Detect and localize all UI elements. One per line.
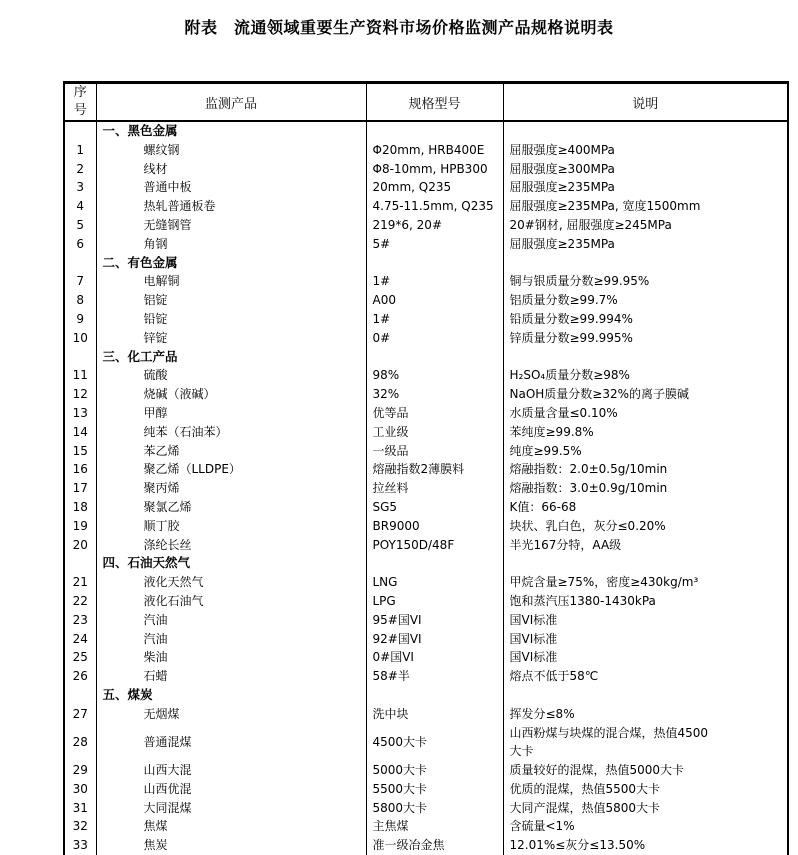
- spec-cell: 92#国VI: [366, 630, 503, 649]
- desc-cell: 锌质量分数≥99.995%: [503, 329, 788, 348]
- desc-cell: 优质的混煤，热值5500大卡: [503, 780, 788, 799]
- table-row: [64, 197, 788, 216]
- row-no-cell: 32: [72, 819, 88, 834]
- row-no-cell: 14: [72, 424, 88, 439]
- product-cell: 纯苯（石油苯）: [96, 423, 366, 442]
- product-cell: 液化石油气: [96, 592, 366, 611]
- desc-cell: 熔融指数：2.0±0.5g/10min: [503, 460, 788, 479]
- row-no-cell: 21: [72, 575, 88, 590]
- row-no-cell: 22: [72, 593, 88, 608]
- desc-cell: 甲烷含量≥75%，密度≥430kg/m³: [503, 573, 788, 592]
- spec-cell: 5500大卡: [366, 780, 503, 799]
- header-product: 监测产品: [96, 83, 366, 122]
- table-row: [64, 667, 788, 686]
- row-no-cell: 26: [72, 669, 88, 684]
- table-row: [64, 724, 788, 762]
- desc-cell: 屈服强度≥235MPa: [503, 235, 788, 254]
- row-no-cell: 29: [72, 763, 88, 778]
- desc-cell: 挥发分≤8%: [503, 705, 788, 724]
- table-row: [64, 366, 788, 385]
- spec-cell: 熔融指数2薄膜料: [366, 460, 503, 479]
- product-cell: 无缝钢管: [96, 216, 366, 235]
- row-no-cell: 3: [76, 180, 85, 195]
- table-row: [64, 442, 788, 461]
- row-no-cell: 17: [72, 481, 88, 496]
- row-no-cell: 16: [72, 462, 88, 477]
- spec-cell: 主焦煤: [366, 817, 503, 836]
- row-no-cell: [64, 554, 96, 573]
- table-row: [64, 573, 788, 592]
- row-no-cell: [64, 121, 96, 141]
- spec-cell: 0#国VI: [366, 648, 503, 667]
- product-cell: 热轧普通板卷: [96, 197, 366, 216]
- row-no-cell: 19: [72, 518, 88, 533]
- row-no-cell: 11: [72, 368, 88, 383]
- spec-cell: 准一级冶金焦: [366, 836, 503, 855]
- spec-cell: BR9000: [366, 517, 503, 536]
- row-no-cell: 27: [72, 706, 88, 721]
- spec-cell: SG5: [366, 498, 503, 517]
- table-row: [64, 160, 788, 179]
- desc-cell: 水质量含量≤0.10%: [503, 404, 788, 423]
- table-row: [64, 836, 788, 855]
- product-cell: 锌锭: [96, 329, 366, 348]
- table-row: [64, 216, 788, 235]
- table-row: [64, 592, 788, 611]
- product-cell: 焦炭: [96, 836, 366, 855]
- spec-cell: 95#国VI: [366, 611, 503, 630]
- table-row: [64, 498, 788, 517]
- header-spec: 规格型号: [366, 83, 503, 122]
- page-title: 附表 流通领域重要生产资料市场价格监测产品规格说明表: [184, 18, 614, 37]
- desc-cell: 国VI标准: [503, 648, 788, 667]
- header-no-label: 序号: [73, 85, 87, 118]
- table-row: [64, 310, 788, 329]
- section-label-cell: 五、煤炭: [96, 686, 366, 705]
- product-cell: 螺纹钢: [96, 141, 366, 160]
- desc-cell: [503, 554, 788, 573]
- row-no-cell: 15: [72, 443, 88, 458]
- section-row: [64, 686, 788, 705]
- table-row: [64, 235, 788, 254]
- product-cell: 无烟煤: [96, 705, 366, 724]
- desc-cell: 半光167分特，AA级: [503, 536, 788, 555]
- product-cell: 石蜡: [96, 667, 366, 686]
- section-row: [64, 254, 788, 273]
- table-row: [64, 291, 788, 310]
- product-cell: 柴油: [96, 648, 366, 667]
- row-no-cell: 12: [72, 387, 88, 402]
- desc-cell: 饱和蒸汽压1380-1430kPa: [503, 592, 788, 611]
- desc-cell: 块状、乳白色，灰分≤0.20%: [503, 517, 788, 536]
- product-cell: 聚乙烯（LLDPE）: [96, 460, 366, 479]
- spec-cell: 1#: [366, 272, 503, 291]
- row-no-cell: 31: [72, 800, 88, 815]
- product-cell: 烧碱（液碱）: [96, 385, 366, 404]
- spec-cell: Φ20mm, HRB400E: [366, 141, 503, 160]
- product-cell: 铅锭: [96, 310, 366, 329]
- product-cell: 线材: [96, 160, 366, 179]
- desc-cell: 屈服强度≥235MPa, 宽度1500mm: [503, 197, 788, 216]
- table-row: [64, 817, 788, 836]
- desc-cell: [503, 686, 788, 705]
- desc-cell: K值：66-68: [503, 498, 788, 517]
- product-cell: 聚氯乙烯: [96, 498, 366, 517]
- desc-cell: 山西粉煤与块煤的混合煤，热值4500 大卡: [503, 724, 788, 762]
- row-no-cell: 4: [76, 199, 85, 214]
- product-cell: 硫酸: [96, 366, 366, 385]
- product-cell: 甲醇: [96, 404, 366, 423]
- spec-cell: 一级品: [366, 442, 503, 461]
- row-no-cell: 23: [72, 612, 88, 627]
- table-row: [64, 329, 788, 348]
- spec-cell: Φ8-10mm, HPB300: [366, 160, 503, 179]
- row-no-cell: 30: [72, 781, 88, 796]
- table-row: [64, 404, 788, 423]
- row-no-cell: 33: [72, 838, 88, 853]
- row-no-cell: 5: [76, 217, 85, 232]
- row-no-cell: 28: [72, 734, 88, 749]
- desc-cell: 国VI标准: [503, 630, 788, 649]
- section-label-cell: 一、黑色金属: [96, 121, 366, 141]
- product-cell: 铝锭: [96, 291, 366, 310]
- section-label-cell: 二、有色金属: [96, 254, 366, 273]
- product-cell: 苯乙烯: [96, 442, 366, 461]
- spec-cell: 5800大卡: [366, 799, 503, 818]
- product-cell: 顺丁胶: [96, 517, 366, 536]
- desc-cell: 熔融指数：3.0±0.9g/10min: [503, 479, 788, 498]
- table-row: [64, 385, 788, 404]
- section-row: [64, 554, 788, 573]
- row-no-cell: 8: [76, 293, 85, 308]
- row-no-cell: 9: [76, 311, 85, 326]
- table-row: [64, 611, 788, 630]
- desc-cell: 铜与银质量分数≥99.95%: [503, 272, 788, 291]
- table-row: [64, 272, 788, 291]
- section-label-cell: 三、化工产品: [96, 348, 366, 367]
- spec-cell: 工业级: [366, 423, 503, 442]
- row-no-cell: 2: [76, 161, 85, 176]
- desc-cell: 质量较好的混煤，热值5000大卡: [503, 761, 788, 780]
- product-cell: 聚丙烯: [96, 479, 366, 498]
- desc-cell: [503, 121, 788, 141]
- desc-cell: 铅质量分数≥99.994%: [503, 310, 788, 329]
- product-cell: 大同混煤: [96, 799, 366, 818]
- product-cell: 山西优混: [96, 780, 366, 799]
- table-row: [64, 780, 788, 799]
- spec-cell: 20mm, Q235: [366, 178, 503, 197]
- spec-cell: 0#: [366, 329, 503, 348]
- spec-cell: 1#: [366, 310, 503, 329]
- row-no-cell: 6: [76, 236, 85, 251]
- desc-cell: H₂SO₄质量分数≥98%: [503, 366, 788, 385]
- table-row: [64, 799, 788, 818]
- row-no-cell: [64, 348, 96, 367]
- row-no-cell: 25: [72, 650, 88, 665]
- table-row: [64, 648, 788, 667]
- product-cell: 汽油: [96, 611, 366, 630]
- desc-cell: 熔点不低于58℃: [503, 667, 788, 686]
- header-no: [64, 83, 96, 122]
- desc-cell: 大同产混煤，热值5800大卡: [503, 799, 788, 818]
- desc-cell: 屈服强度≥235MPa: [503, 178, 788, 197]
- table-row: [64, 460, 788, 479]
- desc-cell: 20#钢材, 屈服强度≥245MPa: [503, 216, 788, 235]
- spec-cell: 58#半: [366, 667, 503, 686]
- desc-cell: 含硫量<1%: [503, 817, 788, 836]
- product-cell: 山西大混: [96, 761, 366, 780]
- table-row: [64, 705, 788, 724]
- spec-cell: [366, 348, 503, 367]
- product-cell: 角钢: [96, 235, 366, 254]
- header-desc: 说明: [503, 83, 788, 122]
- header-row: [64, 83, 788, 122]
- spec-cell: 拉丝料: [366, 479, 503, 498]
- spec-cell: [366, 554, 503, 573]
- section-row: [64, 121, 788, 141]
- spec-cell: 洗中块: [366, 705, 503, 724]
- desc-cell: 国VI标准: [503, 611, 788, 630]
- desc-cell: [503, 254, 788, 273]
- table-row: [64, 761, 788, 780]
- product-cell: 焦煤: [96, 817, 366, 836]
- table-row: [64, 178, 788, 197]
- product-cell: 普通中板: [96, 178, 366, 197]
- table-body: [64, 121, 788, 855]
- desc-cell: 屈服强度≥300MPa: [503, 160, 788, 179]
- section-row: [64, 348, 788, 367]
- spec-cell: 98%: [366, 366, 503, 385]
- desc-cell: 苯纯度≥99.8%: [503, 423, 788, 442]
- product-cell: 汽油: [96, 630, 366, 649]
- spec-cell: 219*6, 20#: [366, 216, 503, 235]
- section-label-cell: 四、石油天然气: [96, 554, 366, 573]
- product-cell: 液化天然气: [96, 573, 366, 592]
- table-row: [64, 630, 788, 649]
- spec-cell: [366, 121, 503, 141]
- spec-cell: 优等品: [366, 404, 503, 423]
- row-no-cell: 18: [72, 499, 88, 514]
- row-no-cell: [64, 254, 96, 273]
- row-no-cell: 13: [72, 405, 88, 420]
- spec-table: [63, 81, 789, 855]
- spec-cell: POY150D/48F: [366, 536, 503, 555]
- row-no-cell: 20: [72, 537, 88, 552]
- row-no-cell: [64, 686, 96, 705]
- row-no-cell: 10: [72, 330, 88, 345]
- table-row: [64, 423, 788, 442]
- spec-cell: LPG: [366, 592, 503, 611]
- row-no-cell: 1: [76, 142, 85, 157]
- desc-cell: 12.01%≤灰分≤13.50%: [503, 836, 788, 855]
- desc-cell: 屈服强度≥400MPa: [503, 141, 788, 160]
- desc-cell: NaOH质量分数≥32%的离子膜碱: [503, 385, 788, 404]
- table-row: [64, 141, 788, 160]
- row-no-cell: 24: [72, 631, 88, 646]
- spec-cell: 32%: [366, 385, 503, 404]
- product-cell: 电解铜: [96, 272, 366, 291]
- table-row: [64, 479, 788, 498]
- desc-cell: 纯度≥99.5%: [503, 442, 788, 461]
- spec-cell: 4500大卡: [366, 724, 503, 762]
- spec-cell: 5#: [366, 235, 503, 254]
- spec-cell: 4.75-11.5mm, Q235: [366, 197, 503, 216]
- product-cell: 涤纶长丝: [96, 536, 366, 555]
- spec-cell: A00: [366, 291, 503, 310]
- spec-cell: LNG: [366, 573, 503, 592]
- row-no-cell: 7: [76, 274, 85, 289]
- table-row: [64, 536, 788, 555]
- product-cell: 普通混煤: [96, 724, 366, 762]
- desc-cell: [503, 348, 788, 367]
- table-row: [64, 517, 788, 536]
- desc-cell: 铝质量分数≥99.7%: [503, 291, 788, 310]
- spec-cell: 5000大卡: [366, 761, 503, 780]
- spec-cell: [366, 254, 503, 273]
- spec-cell: [366, 686, 503, 705]
- table-header: [64, 83, 788, 122]
